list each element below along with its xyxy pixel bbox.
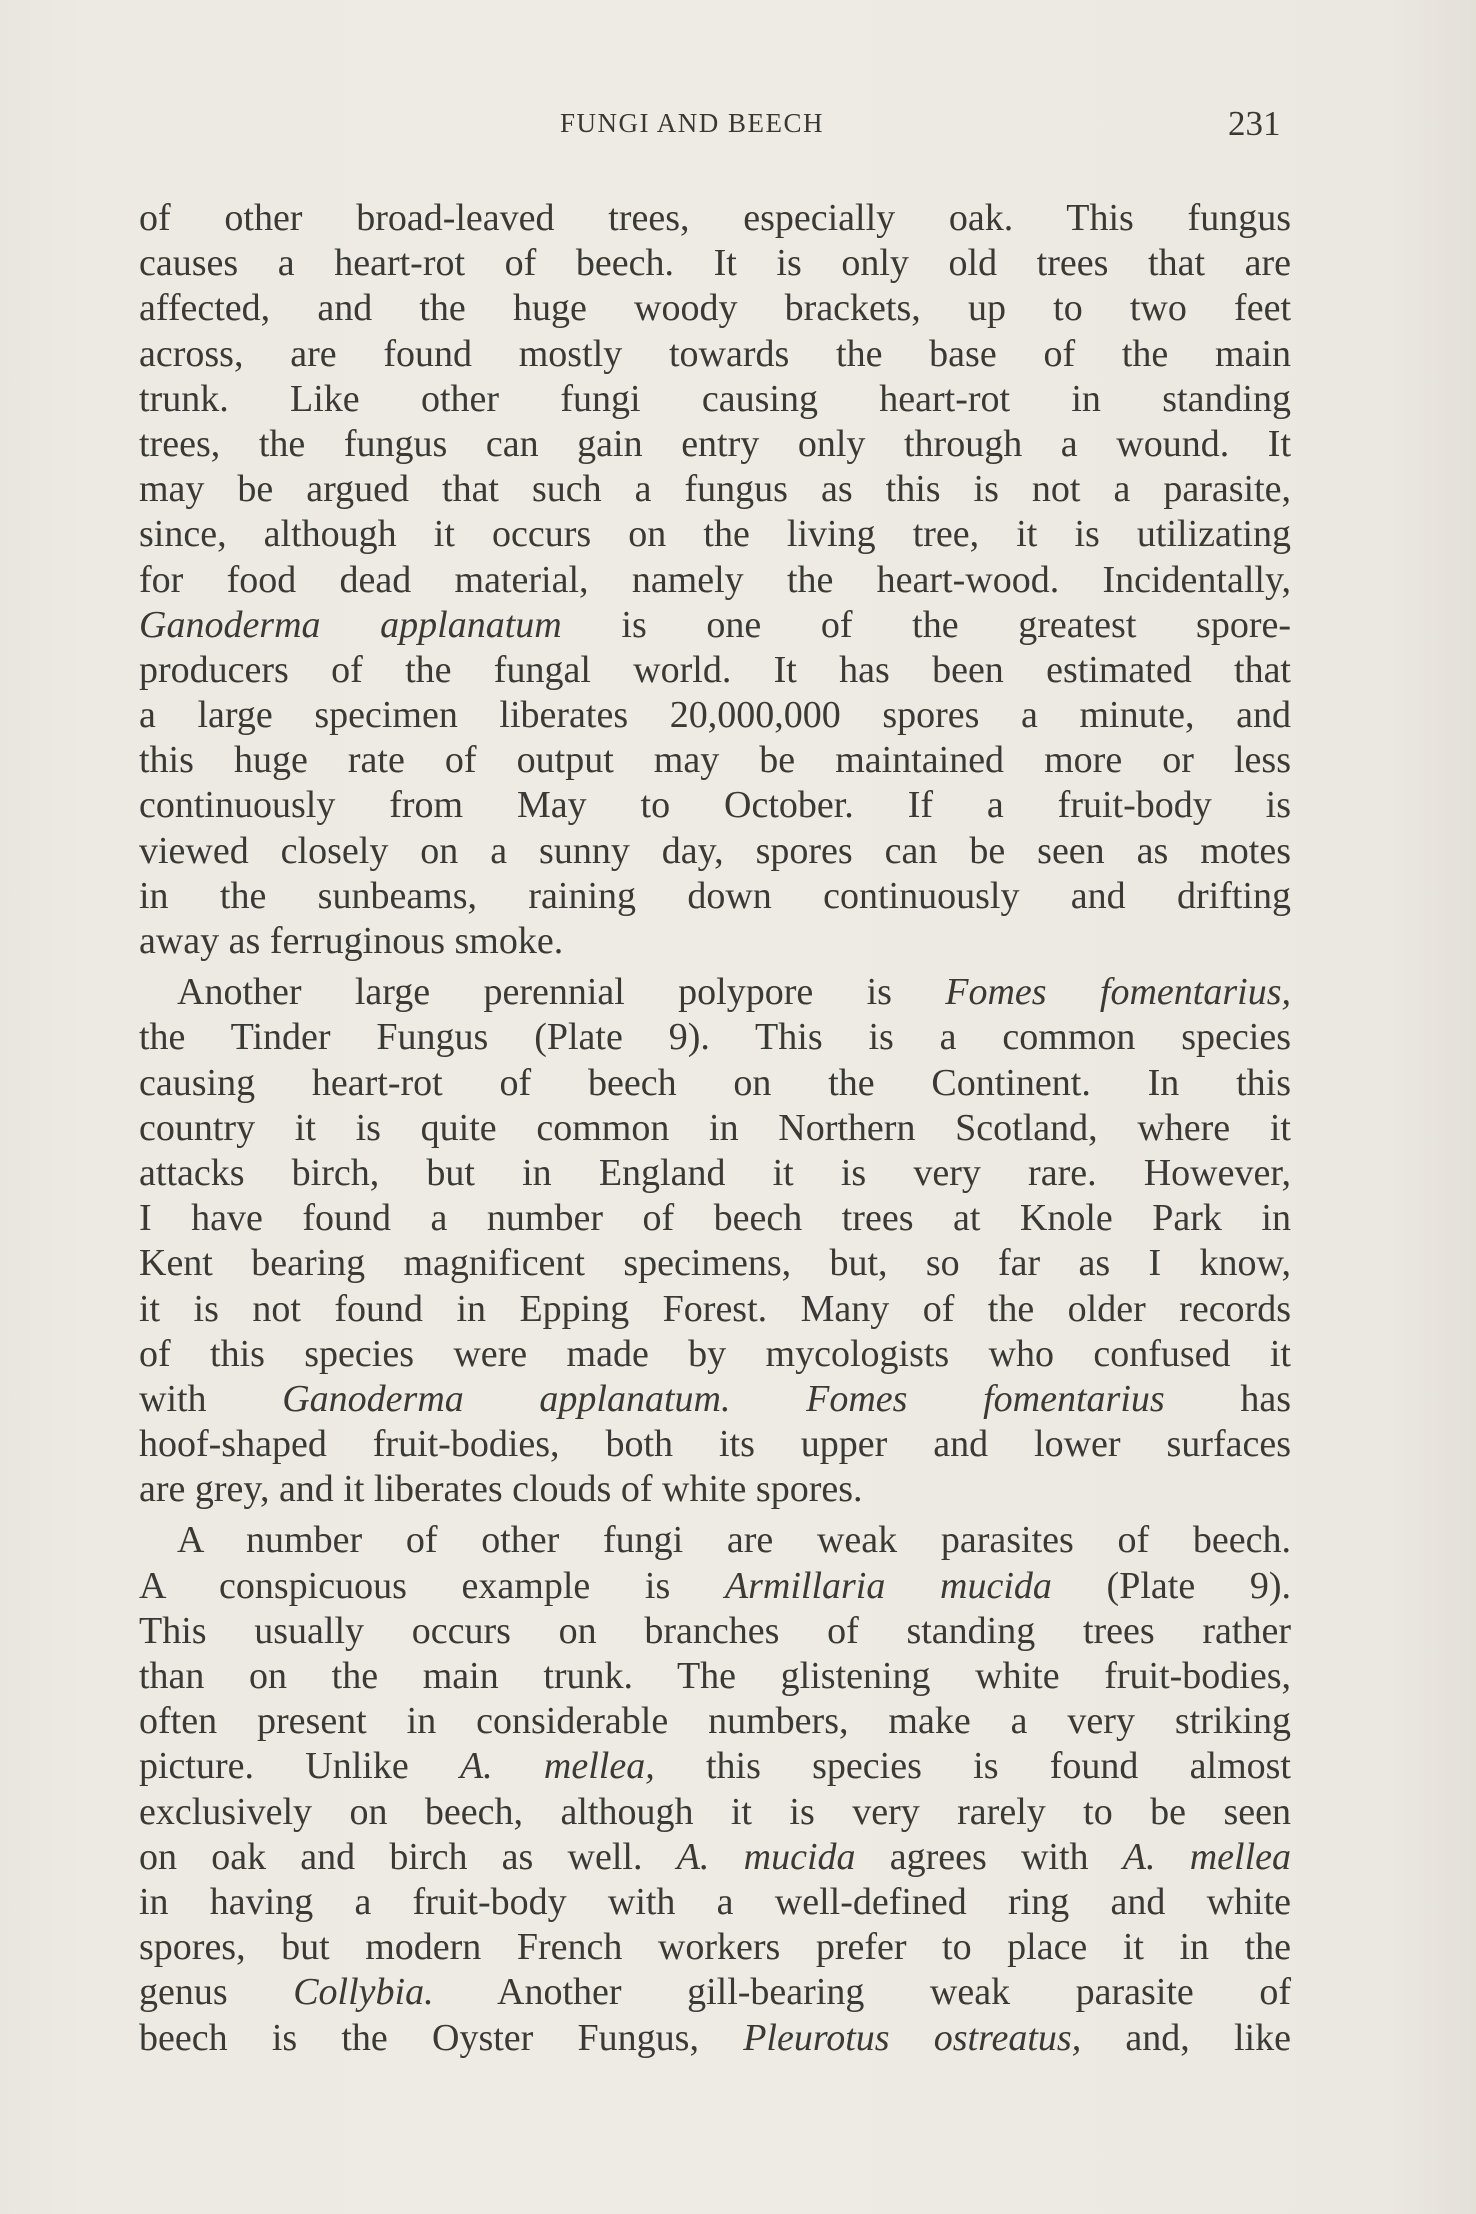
text-line <box>139 1790 1291 1835</box>
italic-text: Fomes fomentarius <box>806 1377 1165 1420</box>
text-line <box>139 1196 1291 1241</box>
text-run: in the sunbeams, raining down continuously and drifting <box>139 874 1291 917</box>
text-line <box>139 970 1291 1015</box>
text-run: since, although it occurs on the living tree, it is utilizating <box>139 513 1291 556</box>
italic-text: A. mucida <box>676 1835 856 1878</box>
text-line <box>139 196 1291 241</box>
text-run: trees, the fungus can gain entry only through a wound. It <box>139 422 1291 465</box>
italic-text: Ganoderma applanatum <box>139 603 562 646</box>
text-run <box>730 1378 806 1420</box>
text-line <box>139 1287 1291 1332</box>
text-run: it is not found in Epping Forest. Many of the older records <box>139 1287 1291 1330</box>
text-run: country it is quite common in Northern Scotland, where it <box>139 1106 1291 1149</box>
text-run: a large specimen liberates 20,000,000 spores a minute, and <box>139 694 1291 737</box>
text-line <box>139 783 1291 828</box>
text-run: producers of the fungal world. It has been estimated that <box>139 648 1291 691</box>
text-run: the Tinder Fungus (Plate 9). This is a common species <box>139 1016 1291 1059</box>
text-run: of this species were made by mycologists who confused it <box>139 1332 1291 1375</box>
text-run: with <box>139 1377 283 1420</box>
text-line <box>139 558 1291 603</box>
italic-text: Collybia. <box>293 1971 434 2014</box>
text-line <box>139 1654 1291 1699</box>
italic-text: Armillaria mucida <box>724 1564 1052 1607</box>
running-title: FUNGI AND BEECH <box>560 108 825 138</box>
body-text <box>139 196 1291 2061</box>
text-run: causes a heart-rot of beech. It is only old trees that are <box>139 242 1291 285</box>
paragraph <box>139 970 1291 1512</box>
text-line <box>139 648 1291 693</box>
text-run: (Plate 9). <box>1051 1564 1291 1607</box>
text-line <box>139 422 1291 467</box>
text-line <box>139 1106 1291 1151</box>
text-run: This usually occurs on branches of standing trees rather <box>139 1609 1291 1652</box>
text-run: hoof-shaped fruit-bodies, both its upper and lower surfaces <box>139 1423 1291 1466</box>
text-line <box>139 829 1291 874</box>
text-line <box>139 1518 1291 1563</box>
text-line <box>139 1925 1291 1970</box>
text-line <box>139 738 1291 783</box>
text-line <box>139 332 1291 377</box>
paragraph <box>139 1518 1291 2060</box>
text-run: may be argued that such a fungus as this is not a parasite, <box>139 468 1291 511</box>
italic-text: A. mellea <box>1122 1835 1291 1878</box>
text-line <box>139 1699 1291 1744</box>
text-run: A number of other fungi are weak parasites of beech. <box>177 1519 1291 1562</box>
text-line <box>139 1467 1291 1512</box>
text-run: viewed closely on a sunny day, spores can be seen as motes <box>139 829 1291 872</box>
italic-text: A. mellea, <box>459 1745 655 1788</box>
italic-text: Ganoderma applanatum. <box>282 1377 731 1420</box>
text-run: Another gill-bearing weak parasite of <box>433 1971 1291 2014</box>
text-line <box>139 286 1291 331</box>
text-line <box>139 1015 1291 1060</box>
text-line <box>139 2016 1291 2061</box>
text-run: A conspicuous example is <box>139 1564 725 1607</box>
text-run: in having a fruit-body with a well-defined ring and white <box>139 1880 1291 1923</box>
text-line <box>139 512 1291 557</box>
paragraph <box>139 196 1291 964</box>
text-line <box>139 1061 1291 1106</box>
text-run: Another large perennial polypore is <box>177 971 946 1014</box>
text-line <box>139 1609 1291 1654</box>
text-line <box>139 377 1291 422</box>
text-line <box>139 1564 1291 1609</box>
text-run: Kent bearing magnificent specimens, but, so far as I know, <box>139 1242 1291 1285</box>
text-line <box>139 1880 1291 1925</box>
text-line <box>139 1377 1291 1422</box>
text-line <box>139 467 1291 512</box>
text-run: has <box>1164 1377 1292 1420</box>
text-run: on oak and birch as well. <box>139 1835 677 1878</box>
text-run: than on the main trunk. The glistening white fruit-bodies, <box>139 1655 1291 1697</box>
text-line <box>139 1835 1291 1880</box>
text-line <box>139 919 1291 964</box>
text-run: attacks birch, but in England it is very rare. However, <box>139 1151 1291 1194</box>
text-run: continuously from May to October. If a fruit-body is <box>139 784 1291 827</box>
text-run: this huge rate of output may be maintained more or less <box>139 739 1291 782</box>
text-run: I have found a number of beech trees at Knole Park in <box>139 1197 1291 1240</box>
text-run: agrees with <box>855 1835 1123 1878</box>
text-line <box>139 1241 1291 1286</box>
text-line <box>139 874 1291 919</box>
text-run: this species is found almost <box>654 1745 1291 1788</box>
text-line <box>139 1151 1291 1196</box>
text-run: exclusively on beech, although it is very rarely to be seen <box>139 1790 1291 1833</box>
running-head <box>0 104 1476 148</box>
text-line <box>139 1332 1291 1377</box>
text-run: for food dead material, namely the heart-wood. Incidentally, <box>139 558 1291 601</box>
text-line <box>139 1422 1291 1467</box>
text-run: genus <box>139 1971 294 2014</box>
page-number: 231 <box>1228 104 1281 143</box>
text-line <box>139 1970 1291 2015</box>
text-run: are grey, and it liberates clouds of white spores. <box>139 1468 863 1511</box>
italic-text: Pleurotus ostreatus, <box>743 2016 1082 2059</box>
text-run: causing heart-rot of beech on the Continent. In this <box>139 1061 1291 1104</box>
text-run: and, like <box>1081 2016 1291 2059</box>
text-run: away as ferruginous smoke. <box>139 920 564 962</box>
text-run: across, are found mostly towards the base of the main <box>139 332 1291 375</box>
text-run: is one of the greatest spore- <box>561 603 1291 646</box>
text-run: affected, and the huge woody brackets, up to two feet <box>139 287 1291 330</box>
text-line <box>139 693 1291 738</box>
text-line <box>139 603 1291 648</box>
text-run: of other broad-leaved trees, especially oak. This fungus <box>139 197 1291 239</box>
text-run: spores, but modern French workers prefer to place it in the <box>139 1926 1291 1969</box>
text-run: often present in considerable numbers, make a very striking <box>139 1700 1291 1743</box>
text-run: picture. Unlike <box>139 1745 460 1788</box>
text-run: beech is the Oyster Fungus, <box>139 2016 744 2059</box>
text-run: trunk. Like other fungi causing heart-rot in standing <box>139 377 1291 420</box>
text-line <box>139 241 1291 286</box>
italic-text: Fomes fomentarius, <box>945 971 1291 1014</box>
text-line <box>139 1744 1291 1789</box>
